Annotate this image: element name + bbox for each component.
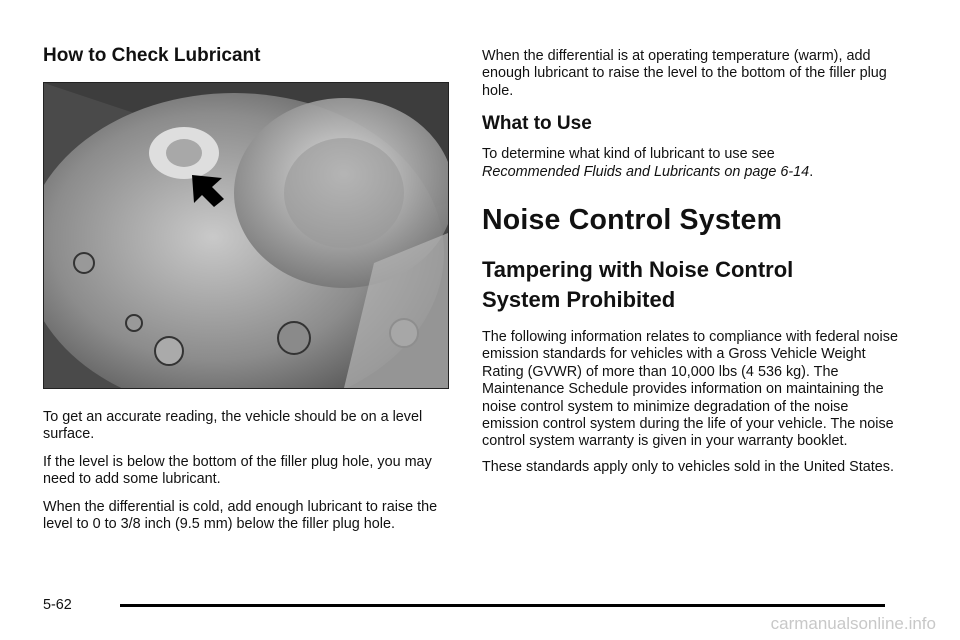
- page-number: 5-62: [43, 597, 72, 613]
- paragraph-what-to-use: [482, 146, 902, 181]
- what-to-use-heading: What to Use: [482, 113, 592, 135]
- how-to-check-heading: How to Check Lubricant: [43, 45, 261, 66]
- what-to-use-text: To determine what kind of lubricant to use see: [482, 146, 775, 163]
- subsection-title: [482, 255, 902, 315]
- section-title: Noise Control System: [482, 204, 783, 237]
- differential-photo: [43, 82, 449, 389]
- subsection-title-line2: System Prohibited: [482, 287, 676, 313]
- right-column: [482, 48, 902, 484]
- paragraph-cold-differential: When the differential is cold, add enough lubricant to raise the level to 0 to 3/8 inch (9.5 mm) below the filler plug hole.: [43, 498, 438, 533]
- left-column: [43, 44, 449, 543]
- paragraph-standards-us: These standards apply only to vehicles sold in the United States.: [482, 458, 894, 475]
- subsection-title-line1: Tampering with Noise Control: [482, 257, 794, 283]
- what-to-use-end: .: [809, 163, 814, 180]
- paragraph-level-surface: To get an accurate reading, the vehicle should be on a level surface.: [43, 409, 423, 443]
- footer-rule: [120, 604, 885, 607]
- differential-illustration: [44, 83, 448, 388]
- paragraph-warm-differential: When the differential is at operating temperature (warm), add enough lubricant to raise the level to the bottom of the filler plug hole.: [482, 48, 887, 99]
- fluids-reference-link[interactable]: Recommended Fluids and Lubricants on page 6-14: [482, 163, 810, 180]
- paragraph-below-filler: If the level is below the bottom of the filler plug hole, you may need to add some lubricant.: [43, 453, 432, 488]
- watermark: carmanualsonline.info: [770, 614, 936, 633]
- paragraph-noise-compliance: The following information relates to compliance with federal noise emission standards for vehicles with a Gross Vehicle Weight Rating (GVWR) of more than 10,000 lbs (4 536 kg). The Maintenance Schedule provides information on maintaining the noise control system to minimize degradation of the noise emission control system during the life of your vehicle. The noise control system warranty is given in your warranty booklet.: [482, 329, 898, 450]
